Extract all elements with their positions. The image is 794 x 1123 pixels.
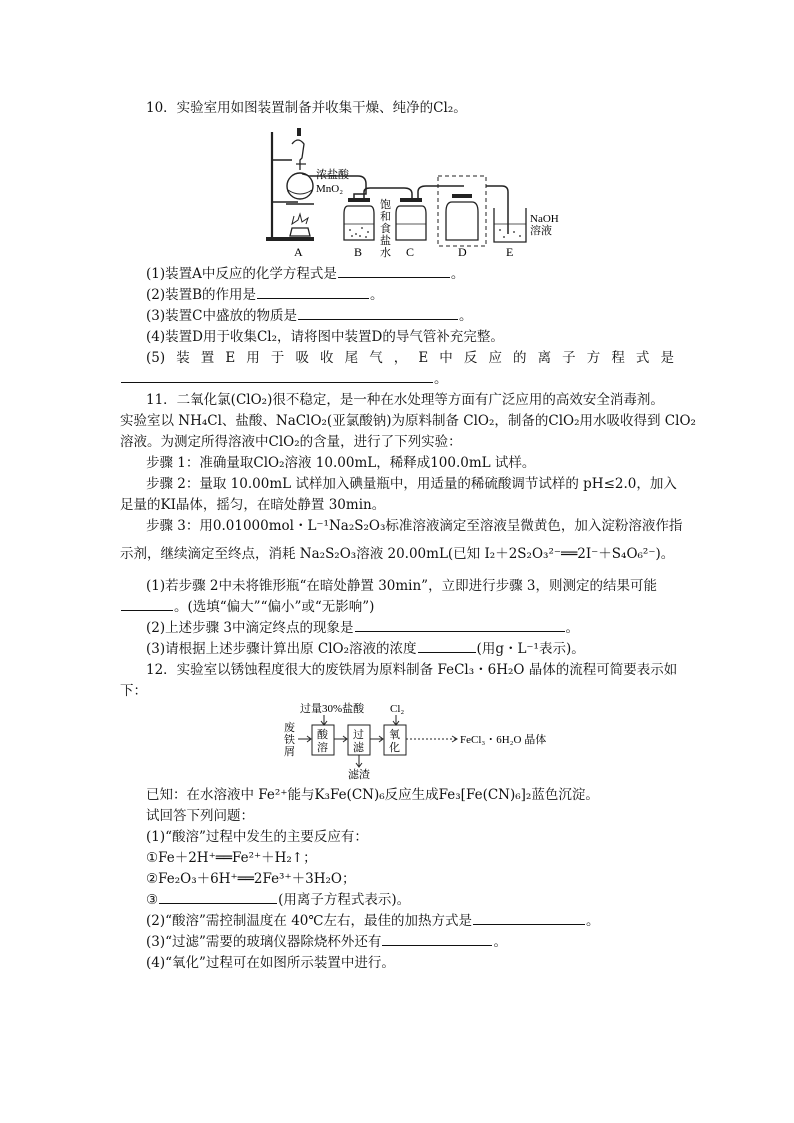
- stand-base: [266, 237, 314, 241]
- letter-a: A: [294, 245, 303, 259]
- flow-start-1: 废: [284, 722, 295, 734]
- q12-line1: 12．实验室以锈蚀程度很大的废铁屑为原料制备 FeCl₃・6H₂O 晶体的流程可简要表示如: [146, 662, 678, 678]
- answer-blank[interactable]: [257, 285, 369, 299]
- svg-text:化: 化: [389, 742, 400, 754]
- svg-text:氧: 氧: [389, 729, 400, 741]
- flow-start-3: 屑: [284, 746, 295, 758]
- label-saltwater-2: 和: [380, 211, 391, 223]
- q10-sub3: (3)装置C中盛放的物质是 。: [146, 308, 473, 324]
- letter-c: C: [406, 245, 415, 259]
- svg-text:溶: 溶: [317, 742, 328, 754]
- label-hcl: 浓盐酸: [316, 169, 349, 181]
- answer-blank[interactable]: [418, 639, 476, 653]
- q10-apparatus-figure: [262, 124, 562, 260]
- flow-start-2: 铁: [284, 734, 295, 746]
- answer-blank[interactable]: [298, 306, 458, 320]
- q12-reaction1: ①Fe＋2H⁺══Fe²⁺＋H₂↑；: [146, 850, 317, 866]
- q10-sub5-cont: 。: [120, 369, 448, 389]
- label-naoh-1: NaOH: [530, 213, 559, 225]
- q11-step1: 步骤 1：准确量取ClO₂溶液 10.00mL，稀释成100.0mL 试样。: [146, 455, 536, 471]
- q12-sub1: (1)“酸溶”过程中发生的主要反应有：: [146, 829, 368, 845]
- answer-blank[interactable]: [121, 369, 433, 383]
- letter-b: B: [354, 245, 363, 259]
- q12-known: 已知：在水溶液中 Fe²⁺能与K₃Fe(CN)₆反应生成Fe₃[Fe(CN)₆]₂蓝色沉淀。: [146, 787, 599, 803]
- label-mno2: MnO₂: [316, 183, 344, 195]
- answer-blank[interactable]: [338, 264, 450, 278]
- label-naoh-2: 溶液: [530, 225, 552, 237]
- q11-step2b: 足量的KI晶体，摇匀，在暗处静置 30min。: [120, 497, 386, 513]
- q12-reaction2: ②Fe₂O₃＋6H⁺══2Fe³⁺＋3H₂O；: [146, 871, 356, 887]
- q10-sub1: (1)装置A中反应的化学方程式是 。: [146, 266, 465, 282]
- svg-text:酸: 酸: [317, 729, 328, 741]
- answer-blank[interactable]: [355, 618, 565, 632]
- q10-sub4: (4)装置D用于收集Cl₂，请将图中装置D的导气管补充完整。: [146, 329, 504, 345]
- answer-blank[interactable]: [382, 932, 492, 946]
- answer-blank[interactable]: [473, 911, 585, 925]
- q11-sub1b: 。(选填“偏大”“偏小”或“无影响”): [120, 597, 374, 617]
- q11-line3: 溶液。为测定所得溶液中ClO₂的含量，进行了下列实验：: [120, 434, 462, 450]
- q12-sub4: (4)“氧化”过程可在如图所示装置中进行。: [146, 955, 395, 971]
- q12-sub3: (3)“过滤”需要的玻璃仪器除烧杯外还有 。: [146, 934, 507, 950]
- flow-product: FeCl₃・6H₂O 晶体: [460, 734, 547, 746]
- q12-line2: 下：: [120, 683, 147, 699]
- q12-ask: 试回答下列问题：: [146, 808, 254, 824]
- q11-step2a: 步骤 2：量取 10.00mL 试样加入碘量瓶中，用适量的稀硫酸调节试样的 pH≤2.0，加入: [146, 476, 677, 492]
- q12-flow-diagram: [282, 700, 552, 782]
- answer-blank[interactable]: [159, 890, 277, 904]
- q11-sub3: (3)请根据上述步骤计算出原 ClO₂溶液的浓度 (用g・L⁻¹表示)。: [146, 641, 585, 657]
- q11-step3b: 示剂，继续滴定至终点，消耗 Na₂S₂O₃溶液 20.00mL(已知 I₂＋2S₂O₃²⁻══2I⁻＋S₄O₆²⁻)。: [120, 546, 675, 562]
- q10-sub2: (2)装置B的作用是 。: [146, 287, 384, 303]
- answer-blank[interactable]: [121, 597, 173, 611]
- label-saltwater-4: 盐: [380, 235, 391, 247]
- q10-stem: 10．实验室用如图装置制备并收集干燥、纯净的Cl₂。: [146, 100, 467, 116]
- label-saltwater-1: 饱: [380, 199, 391, 211]
- q11-sub2: (2)上述步骤 3中滴定终点的现象是 。: [146, 620, 580, 636]
- q11-line2: 实验室以 NH₄Cl、盐酸、NaClO₂(亚氯酸钠)为原料制备 ClO₂，制备的ClO₂用水吸收得到 ClO₂: [120, 413, 696, 429]
- svg-text:滤: 滤: [353, 742, 364, 754]
- svg-text:过: 过: [353, 729, 364, 741]
- letter-e: E: [506, 245, 514, 259]
- letter-d: D: [458, 245, 467, 259]
- flow-waste: 滤渣: [348, 769, 370, 781]
- flow-reagent-cl2: Cl₂: [390, 703, 405, 715]
- label-saltwater-5: 水: [380, 247, 391, 259]
- q11-sub1a: (1)若步骤 2中未将锥形瓶“在暗处静置 30min”，立即进行步骤 3，则测定的结果可能: [146, 578, 657, 594]
- q12-reaction3: ③ (用离子方程式表示)。: [146, 892, 411, 908]
- q12-sub2: (2)“酸溶”需控制温度在 40℃左右，最佳的加热方式是 。: [146, 913, 600, 929]
- q11-step3a: 步骤 3：用0.01000mol・L⁻¹Na₂S₂O₃标准溶液滴定至溶液呈微黄色，加入淀粉溶液作指: [146, 518, 683, 534]
- label-saltwater-3: 食: [380, 223, 391, 235]
- q10-sub5: (5) 装 置 E 用 于 吸 收 尾 气 ， E 中 反 应 的 离 子 方 程 式 是: [146, 350, 674, 366]
- flow-reagent-hcl: 过量30%盐酸: [300, 703, 365, 715]
- q11-line1: 11．二氧化氯(ClO₂)很不稳定，是一种在水处理等方面有广泛应用的高效安全消毒剂。: [146, 392, 664, 408]
